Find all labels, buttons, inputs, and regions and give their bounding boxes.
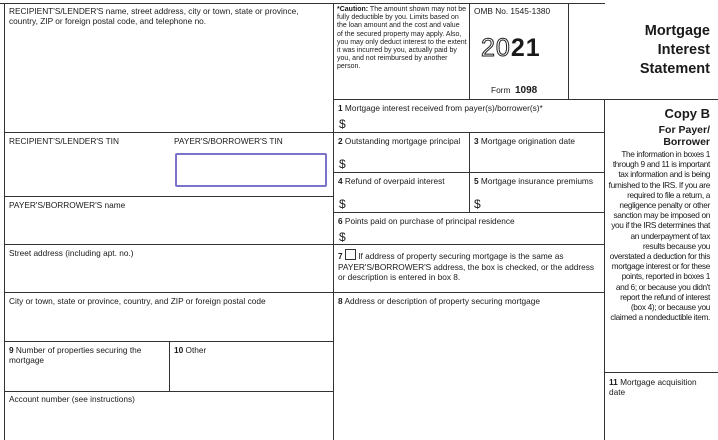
copy-b-subtitle-line-1: For Payer/: [658, 124, 710, 136]
box2-text: Outstanding mortgage principal: [342, 136, 461, 146]
rule-1: [333, 99, 718, 100]
caution-note: [337, 6, 467, 72]
copy-b-info: The information in boxes 1 through 9 and 11 is important tax information and is being furnished to the IRS. If you are required to file a return, a negligence penalty or other sanction may be imposed on you if the IRS determines that an underpayment of tax results because you overstated a deduction for this mortgage interest or for these points, reported in boxes 1 and 6; or because you didn't report the refund of interest (box 4); or because you claimed a nondeductible item.: [608, 149, 710, 323]
box4-number: 4: [338, 176, 343, 186]
box2-dollar: $: [339, 157, 346, 171]
box6-text: Points paid on purchase of principal residence: [342, 216, 515, 226]
box7-text: If address of property securing mortgage is the same as PAYER'S/BORROWER'S address, the box is checked, or the address or description is entered in box 8.: [338, 251, 595, 282]
box2-label: [338, 137, 464, 147]
left-border: [4, 3, 5, 440]
box2-number: 2: [338, 136, 343, 146]
rule-6: [4, 244, 604, 245]
box5-dollar: $: [474, 197, 481, 211]
rule-5: [333, 212, 604, 213]
box5-number: 5: [474, 176, 479, 186]
box10-label: [174, 346, 206, 356]
box6-dollar: $: [339, 230, 346, 244]
box11-number: 11: [609, 377, 618, 387]
omb-divider: [568, 3, 569, 99]
rule-3: [333, 172, 604, 173]
box3-text: Mortgage origination date: [478, 136, 576, 146]
tax-year: [481, 34, 541, 62]
box11-text: Mortgage acquisition date: [609, 377, 697, 397]
box9-label: [9, 346, 167, 365]
box6-label: [338, 217, 600, 227]
box4-dollar: $: [339, 197, 346, 211]
rule-7: [4, 292, 604, 293]
caution-title: *Caution:: [337, 6, 369, 13]
copy-column-divider: [604, 99, 605, 440]
box7-checkbox[interactable]: [345, 249, 356, 260]
box7-number: 7: [338, 251, 343, 261]
box10-text: Other: [183, 345, 207, 355]
form-title: [572, 22, 710, 79]
payer-name-label: PAYER'S/BORROWER'S name: [9, 200, 126, 210]
box3-label: [474, 137, 602, 147]
box1-text: Mortgage interest received from payer(s)/borrower(s)*: [342, 103, 543, 113]
tax-year-bold: 21: [510, 34, 541, 62]
copy-b-subtitle: [607, 124, 710, 148]
box8-number: 8: [338, 296, 343, 306]
rule-8: [4, 341, 333, 342]
street-address-label: Street address (including apt. no.): [9, 248, 134, 258]
form-id: [491, 86, 537, 96]
box11-label: [609, 378, 709, 397]
form-number: 1098: [514, 85, 538, 96]
box6-number: 6: [338, 216, 343, 226]
title-line-3: Statement: [639, 61, 710, 77]
form-word: Form: [491, 85, 511, 95]
box1-label: [338, 104, 600, 114]
box5-text: Mortgage insurance premiums: [478, 176, 593, 186]
copy-b-subtitle-line-2: Borrower: [663, 136, 710, 148]
box8-label: [338, 297, 602, 307]
payer-tin-label: PAYER'S/BORROWER'S TIN: [174, 136, 283, 146]
box4-text: Refund of overpaid interest: [342, 176, 445, 186]
rule-2: [4, 132, 604, 133]
rule-9: [605, 372, 718, 373]
account-number-label: Account number (see instructions): [9, 394, 135, 404]
box10-number: 10: [174, 345, 184, 355]
top-rule: [0, 3, 605, 4]
box9-text: Number of properties securing the mortgage: [9, 345, 142, 365]
title-line-2: Interest: [657, 42, 710, 58]
box8-text: Address or description of property securing mortgage: [342, 296, 541, 306]
caution-divider: [469, 3, 470, 99]
payer-tin-input[interactable]: [175, 153, 327, 187]
recipient-name-address-label: RECIPIENT'S/LENDER'S name, street address, city or town, state or province, country, ZIP or foreign postal code, and telephone no.: [9, 6, 299, 26]
box3-number: 3: [474, 136, 479, 146]
left-column-divider: [333, 3, 334, 440]
box7-label: [338, 249, 602, 283]
omb-number: OMB No. 1545-1380: [474, 6, 551, 16]
copy-b-title: Copy B: [664, 106, 710, 121]
tax-year-outline: 20: [481, 34, 511, 62]
rule-4: [4, 196, 333, 197]
rule-10: [4, 391, 333, 392]
caution-text: The amount shown may not be fully deductible by you. Limits based on the loan amount and the cost and value of the secured property may apply. Also, you may only deduct interest to the extent it was incurred by you, actually paid by you, and not reimbursed by another person.: [337, 6, 467, 71]
box9-10-divider: [169, 341, 170, 391]
title-line-1: Mortgage: [644, 23, 710, 39]
city-label: City or town, state or province, country, and ZIP or foreign postal code: [9, 296, 266, 306]
box1-dollar: $: [339, 117, 346, 131]
box1-number: 1: [338, 103, 343, 113]
box5-label: [474, 177, 594, 187]
box4-label: [338, 177, 458, 187]
recipient-tin-label: RECIPIENT'S/LENDER'S TIN: [9, 136, 119, 146]
box9-number: 9: [9, 345, 14, 355]
